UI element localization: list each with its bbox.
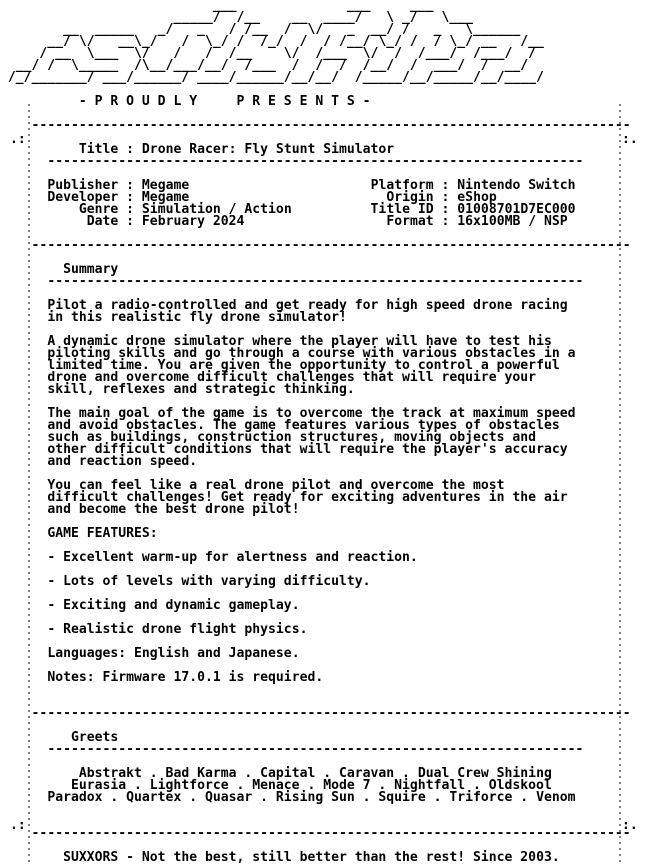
summary-text: in this realistic fly drone simulator! <box>47 310 347 325</box>
summary-text: A dynamic drone simulator where the player will have to test his <box>47 334 552 349</box>
greets-text: Abstrakt . Bad Karma . Capital . Caravan . Dual Crew Shining <box>78 766 552 781</box>
summary-text: Pilot a radio-controlled and get ready for high speed drone racing <box>47 298 568 313</box>
info-row: Genre : Simulation / Action Title ID : 01008701D7EC000 <box>78 202 576 217</box>
summary-text: limited time. You are given the opportunity to control a powerful <box>47 358 560 373</box>
feature-line <box>0 600 648 612</box>
greets-text: Eurasia . Lightforce . Menace . Mode 7 . Nightfall . Oldskool <box>70 778 552 793</box>
title-id-value: 01008701D7EC000 <box>457 202 576 217</box>
logo-ascii-line: /_/_______/ ___/______/ ____/______/__/__/ /_____/__/_____/__/____/ <box>7 70 544 85</box>
platform-value: Nintendo Switch <box>457 178 576 193</box>
logo-ascii-line: __/ \/ __\_/ / \_/ / /_/ / / /__/ \_/ / / \_/ __ /__ <box>7 34 560 49</box>
logo-ascii-line: __/ / \_____ /\__/___/__/ /___ / / / /__/ / ___/ / __/ <box>7 58 544 73</box>
summary-text: such as buildings, construction structures, moving objects and <box>47 430 537 445</box>
feature-item: - Lots of levels with varying difficulty. <box>47 574 371 589</box>
summary-text: drone and overcome difficult challenges that will require your <box>47 370 537 385</box>
summary-text: difficult challenges! Get ready for exciting adventures in the air <box>47 490 568 505</box>
feature-item: - Realistic drone flight physics. <box>47 622 308 637</box>
summary-line <box>0 384 648 396</box>
feature-item: - Excellent warm-up for alertness and reaction. <box>47 550 418 565</box>
genre-value: Simulation / Action <box>141 202 292 217</box>
proudly-presents: - P R O U D L Y P R E S E N T S - <box>78 94 371 109</box>
summary-text: piloting skills and go through a course with various obstacles in a <box>47 346 576 361</box>
title-rule: -------------------------------------------------------------------- <box>47 154 584 169</box>
footer-text: SUXXORS - Not the best, still better than the rest! Since 2003. <box>63 850 560 865</box>
developer-label: Developer <box>47 190 119 205</box>
summary-text: You can feel like a real drone pilot and overcome the most <box>47 478 505 493</box>
logo-ascii-line: __ _____ _/ _ / /__ / \/ _ __/ / _ \______ <box>7 22 552 37</box>
genre-label: Genre <box>78 202 119 217</box>
svg-text:.:: .: <box>10 132 26 147</box>
box-rule: ---------------------------------------------------------------------------- <box>31 826 631 841</box>
features-heading-line <box>0 528 648 540</box>
languages-text: Languages: English and Japanese. <box>47 646 300 661</box>
title-label: Title <box>78 142 119 157</box>
notes-text: Notes: Firmware 17.0.1 is required. <box>47 670 324 685</box>
summary-heading: Summary <box>63 262 119 277</box>
title-id-label: Title ID <box>370 202 434 217</box>
info-row: Developer : Megame Origin : eShop <box>47 190 497 205</box>
feature-line <box>0 624 648 636</box>
origin-label: Origin <box>386 190 434 205</box>
box-rule: ---------------------------------------------------------------------------- <box>31 238 631 253</box>
languages-line <box>0 648 648 660</box>
publisher-label: Publisher <box>47 178 119 193</box>
feature-line <box>0 576 648 588</box>
greets-rule: -------------------------------------------------------------------- <box>47 742 584 757</box>
feature-item: - Exciting and dynamic gameplay. <box>47 598 300 613</box>
svg-text:.:: .: <box>10 818 26 833</box>
developer-value: Megame <box>141 190 190 205</box>
info-row: Publisher : Megame Platform : Nintendo Switch <box>47 178 576 193</box>
date-value: February 2024 <box>141 214 245 229</box>
summary-line <box>0 504 648 516</box>
spacer <box>0 804 648 816</box>
presents-line <box>0 96 648 108</box>
summary-text: other difficult conditions that will require the player's accuracy <box>47 442 568 457</box>
summary-line <box>0 456 648 468</box>
greets-heading: Greets <box>70 730 119 745</box>
greets-line <box>0 792 648 804</box>
summary-text: and reaction speed. <box>47 454 198 469</box>
summary-text: and become the best drone pilot! <box>47 502 300 517</box>
origin-value: eShop <box>457 190 497 205</box>
notes-line <box>0 672 648 684</box>
platform-label: Platform <box>370 178 434 193</box>
feature-line <box>0 552 648 564</box>
format-label: Format <box>386 214 434 229</box>
summary-text: and avoid obstacles. The game features various types of obstacles <box>47 418 560 433</box>
svg-text::.: :. <box>622 132 638 147</box>
logo-ascii-line: _____/ /__ __ ____/ \ _/ \___ <box>7 10 560 25</box>
release-title: Drone Racer: Fly Stunt Simulator <box>141 142 395 157</box>
summary-rule: -------------------------------------------------------------------- <box>47 274 584 289</box>
logo-ascii-line: / __ \___ \/ / / /__ \/ /___ \/ / /___/ /___/ / <box>7 46 544 61</box>
summary-text: The main goal of the game is to overcome the track at maximum speed <box>47 406 576 421</box>
publisher-value: Megame <box>141 178 190 193</box>
features-heading: GAME FEATURES: <box>47 526 158 541</box>
footer-line <box>0 852 648 864</box>
spacer <box>0 684 648 696</box>
logo-ascii-line: ___ ___ ___ <box>7 0 552 13</box>
box-rule: ---------------------------------------------------------------------------- <box>31 706 631 721</box>
greets-text: Paradox . Quartex . Quasar . Rising Sun . Squire . Triforce . Venom <box>47 790 576 805</box>
date-label: Date <box>86 214 119 229</box>
info-row: Date : February 2024 Format : 16x100MB / NSP <box>86 214 568 229</box>
svg-text::.: :. <box>622 818 638 833</box>
summary-text: skill, reflexes and strategic thinking. <box>47 382 355 397</box>
summary-line <box>0 312 648 324</box>
title-line: Title : Drone Racer: Fly Stunt Simulator <box>78 142 395 157</box>
format-value: 16x100MB / NSP <box>457 214 568 229</box>
box-top: ---------------------------------------------------------------------------- <box>31 118 631 133</box>
